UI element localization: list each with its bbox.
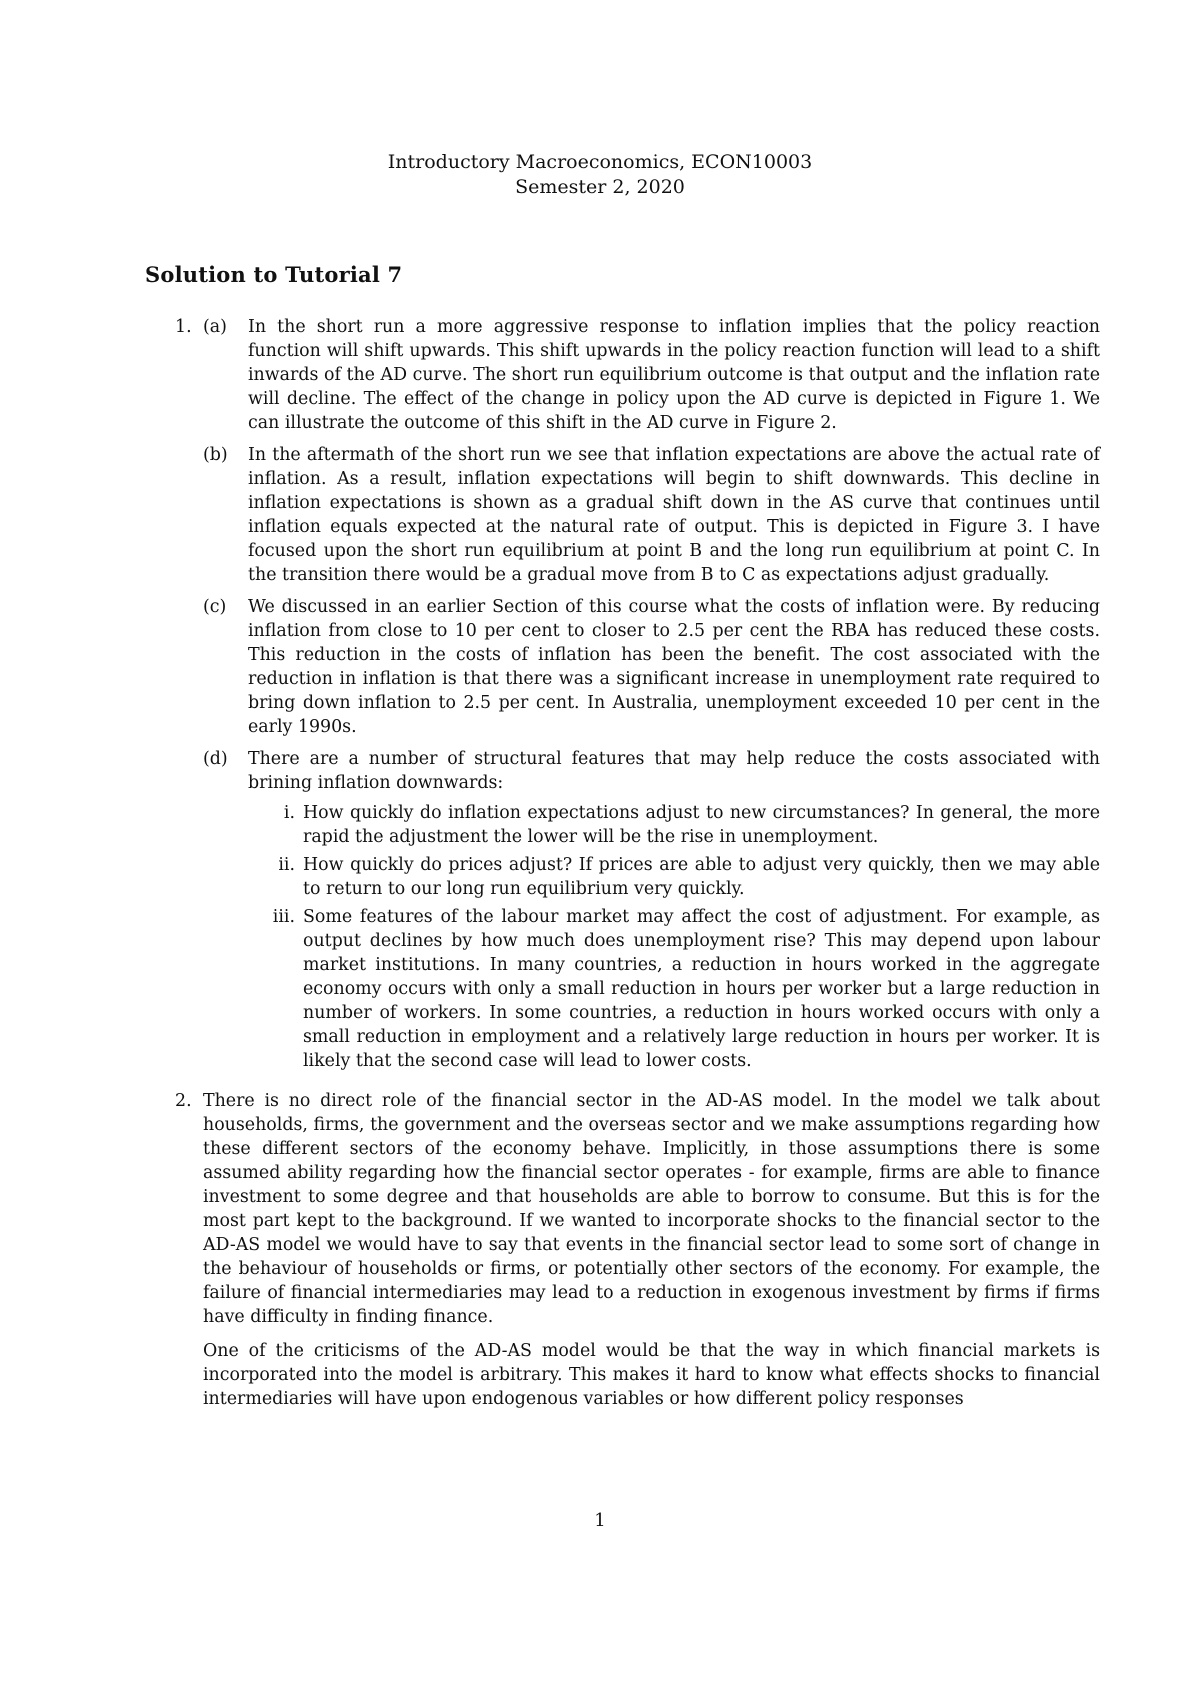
list-item (145, 801, 1100, 849)
course-title: Introductory Macroeconomics, ECON10003 (387, 151, 813, 173)
part-text: In the aftermath of the short run we see that inflation expectations are above the actual rate of inflation. As a result, inflation expectations will begin to shift downwards. This decline in inflation expectations is shown as a gradual shift down in the AS curve that continues until inflation equals expected at the natural rate of output. This is depicted in Figure 3. I have focused upon the short run equilibrium at point B and the long run equilibrium at point C. In the transition there would be a gradual move from B to C as expectations adjust gradually. (248, 445, 1100, 585)
list-item-text: How quickly do prices adjust? If prices are able to adjust very quickly, then we may able to return to our long run equilibrium very quickly. (303, 855, 1100, 899)
list-item-text: How quickly do inflation expectations adjust to new circumstances? In general, the more rapid the adjustment the lower will be the rise in unemployment. (303, 803, 1100, 847)
list-item-text: Some features of the labour market may affect the cost of adjustment. For example, as output declines by how much does unemployment rise? This may depend upon labour market institutions. In many countries, a reduction in hours worked in the aggregate economy occurs with only a small reduction in hours per worker but a large reduction in number of workers. In some countries, a reduction in hours worked occurs with only a small reduction in employment and a relatively large reduction in hours per worker. It is likely that the second case will lead to lower costs. (303, 907, 1100, 1071)
answer-paragraph (145, 1339, 1100, 1411)
list-item-label: ii. (278, 855, 295, 875)
part-label: (b) (203, 445, 228, 465)
part-text: There are a number of structural features that may help reduce the costs associated with brining inflation downwards: (248, 749, 1100, 793)
part-b (145, 443, 1100, 587)
paragraph-text: One of the criticisms of the AD-AS model would be that the way in which financial markets is incorporated into the model is arbitrary. This makes it hard to know what effects shocks to financial intermediaries will have upon endogenous variables or how different policy responses (203, 1341, 1100, 1409)
document-body (145, 315, 1100, 1411)
part-c (145, 595, 1100, 739)
list-item (145, 853, 1100, 901)
part-d (145, 747, 1100, 795)
paragraph-text: There is no direct role of the financial sector in the AD-AS model. In the model we talk about households, firms, the government and the overseas sector and we make assumptions regarding how these different sectors of the economy behave. Implicitly, in those assumptions there is some assumed ability regarding how the financial sector operates - for example, firms are able to finance investment to some degree and that households are able to borrow to consume. But this is for the most part kept to the background. If we wanted to incorporate shocks to the financial sector to the AD-AS model we would have to say that events in the financial sector lead to some sort of change in the behaviour of households or firms, or potentially other sectors of the economy. For example, the failure of financial intermediaries may lead to a reduction in exogenous investment by firms if firms have difficulty in finding finance. (203, 1091, 1100, 1327)
answer-paragraph (145, 1089, 1100, 1329)
part-text: In the short run a more aggressive response to inflation implies that the policy reaction function will shift upwards. This shift upwards in the policy reaction function will lead to a shift inwards of the AD curve. The short run equilibrium outcome is that output and the inflation rate will decline. The effect of the change in policy upon the AD curve is depicted in Figure 1. We can illustrate the outcome of this shift in the AD curve in Figure 2. (248, 317, 1100, 433)
part-label: (a) (203, 317, 227, 337)
question-2 (145, 1089, 1100, 1411)
document-header (0, 150, 1200, 200)
page-number: 1 (594, 1510, 606, 1531)
section-title: Solution to Tutorial 7 (145, 262, 403, 287)
question-number: 1. (175, 317, 192, 337)
question-1 (145, 315, 1100, 1073)
part-a (145, 315, 1100, 435)
part-text: We discussed in an earlier Section of this course what the costs of inflation were. By reducing inflation from close to 10 per cent to closer to 2.5 per cent the RBA has reduced these costs. This reduction in the costs of inflation has been the benefit. The cost associated with the reduction in inflation is that there was a significant increase in unemployment rate required to bring down inflation to 2.5 per cent. In Australia, unemployment exceeded 10 per cent in the early 1990s. (248, 597, 1100, 737)
list-item-label: i. (283, 803, 295, 823)
list-item-label: iii. (272, 907, 295, 927)
question-number: 2. (175, 1091, 192, 1111)
semester-label: Semester 2, 2020 (515, 176, 685, 198)
list-item (145, 905, 1100, 1073)
part-label: (c) (203, 597, 227, 617)
part-label: (d) (203, 749, 228, 769)
